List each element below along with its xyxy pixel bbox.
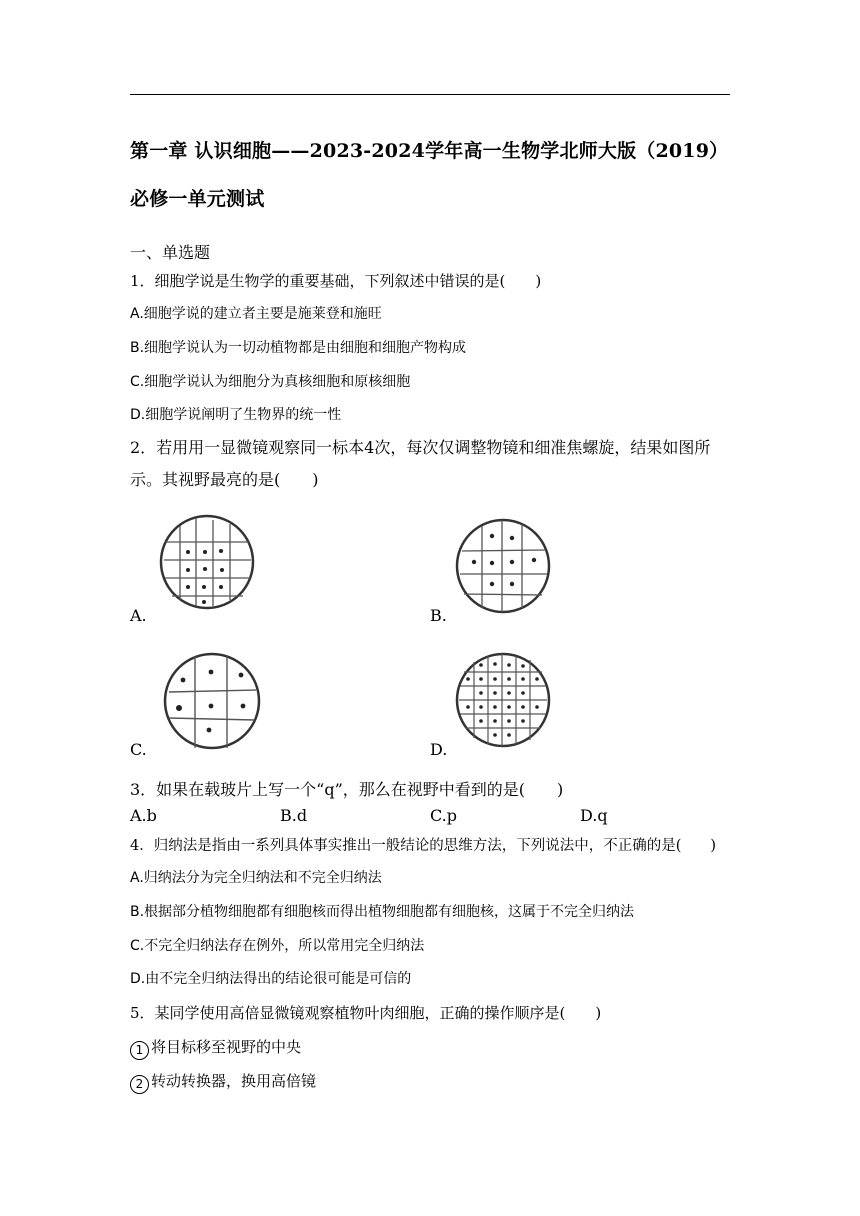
circled-number-2: 2 [130,1075,149,1094]
q1-option-c: C.细胞学说认为细胞分为真核细胞和原核细胞 [130,374,411,390]
q4-option-a: A.归纳法分为完全归纳法和不完全归纳法 [130,870,382,886]
q2-label-a: A. [130,606,147,625]
q4-stem: 4．归纳法是指由一系列具体事实推出一般结论的思维方法，下列说法中，不正确的是( ) [130,838,717,854]
q1-stem: 1．细胞学说是生物学的重要基础，下列叙述中错误的是( ) [130,272,542,290]
q4-option-c: C.不完全归纳法存在例外，所以常用完全归纳法 [130,938,425,954]
q4-option-d: D.由不完全归纳法得出的结论很可能是可信的 [130,971,412,987]
q5-step-2 [130,1070,316,1094]
title-line-1: 第一章 认识细胞——2023-2024学年高一生物学北师大版（2019） [130,140,729,162]
q3-stem: 3．如果在载玻片上写一个“q”，那么在视野中看到的是( ) [130,780,564,799]
q3-option-b: B.d [280,806,308,825]
q4-option-b: B.根据部分植物细胞都有细胞核而得出植物细胞都有细胞核，这属于不完全归纳法 [130,904,635,920]
microscope-view-c [161,650,263,752]
q5-stem: 5．某同学使用高倍显微镜观察植物叶肉细胞，正确的操作顺序是( ) [130,1004,602,1022]
q3-option-d: D.q [580,806,608,825]
q1-option-b: B.细胞学说认为一切动植物都是由细胞和细胞产物构成 [130,340,467,356]
microscope-view-b [454,516,552,616]
q1-option-a: A.细胞学说的建立者主要是施莱登和施旺 [130,306,382,322]
q5-step-1-text: 将目标移至视野的中央 [151,1038,302,1056]
circled-number-1: 1 [130,1041,149,1060]
q5-step-2-text: 转动转换器，换用高倍镜 [151,1072,317,1090]
q5-step-1 [130,1036,301,1060]
q2-label-c: C. [130,740,147,759]
q2-label-b: B. [430,606,447,625]
q3-option-a: A.b [130,806,157,825]
title-line-2: 必修一单元测试 [130,188,265,210]
section-heading: 一、单选题 [130,243,211,262]
q2-label-d: D. [430,740,448,759]
q2-stem: 2．若用用一显微镜观察同一标本4次，每次仅调整物镜和细准焦螺旋，结果如图所示。其视野最亮的是( ) [130,438,711,489]
header-rule [130,94,730,95]
microscope-view-a [158,512,256,612]
microscope-view-d [454,650,552,750]
q3-option-c: C.p [430,806,457,825]
q1-option-d: D.细胞学说阐明了生物界的统一性 [130,407,342,423]
